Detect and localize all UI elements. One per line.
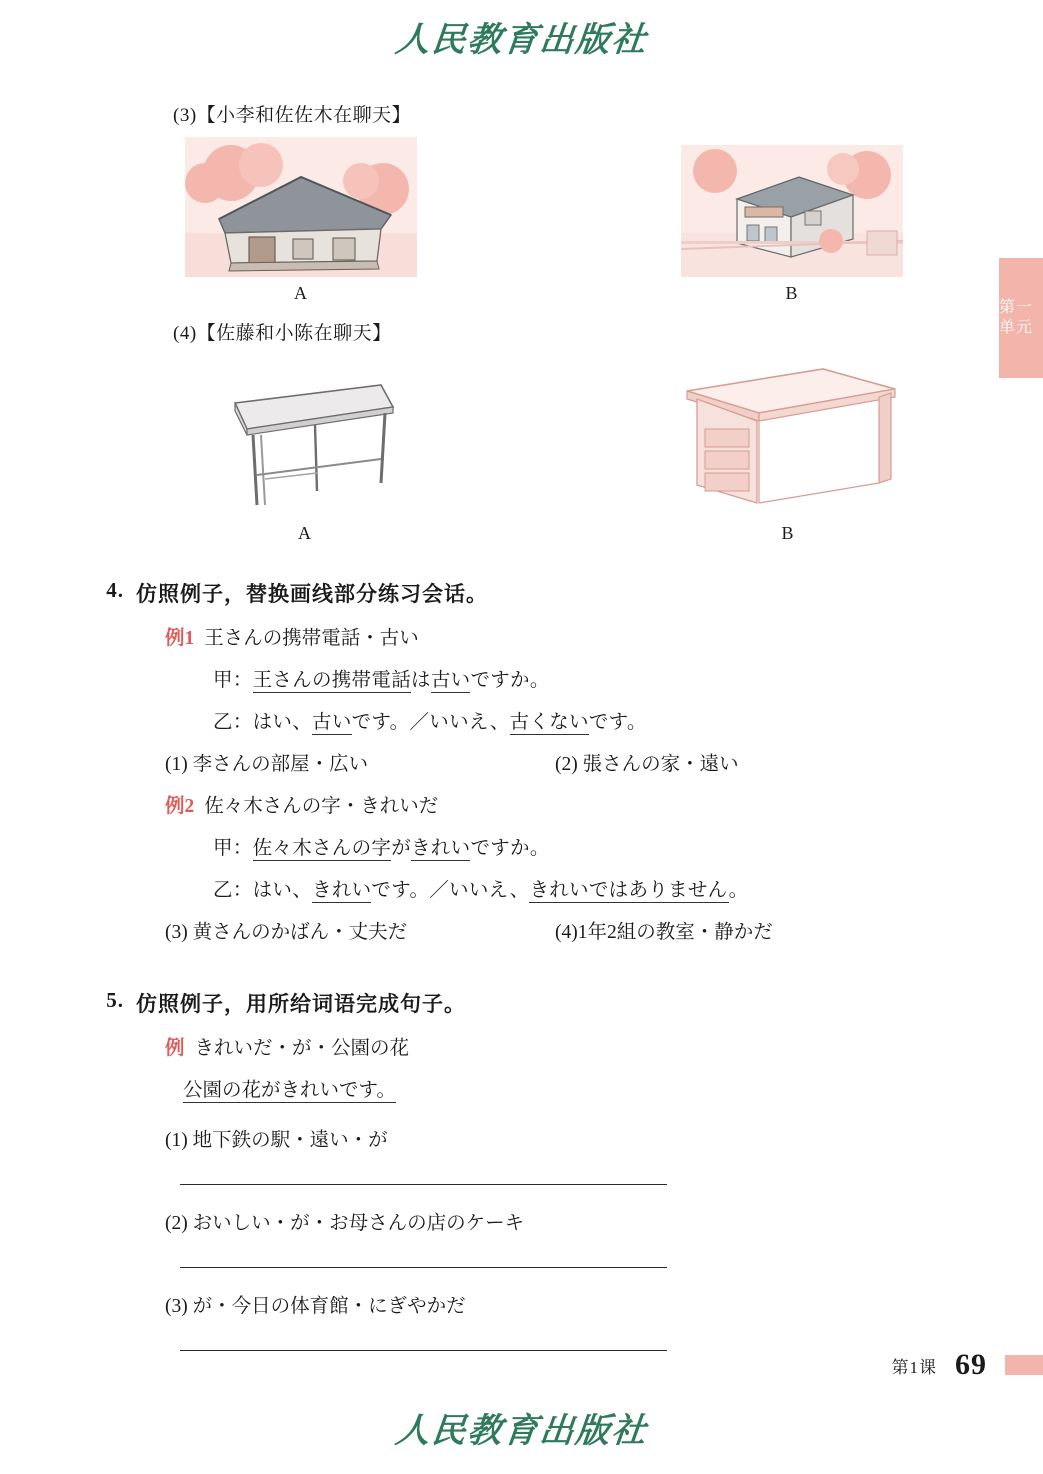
exercise-5-example-answer-row (183, 1074, 925, 1102)
dialog-2a-prefix: 甲： (213, 838, 253, 859)
exercise-5-answer-line-2[interactable] (180, 1267, 667, 1268)
exercise-5-answer-line-1[interactable] (180, 1184, 667, 1185)
dialog-1a-underline-1: 王さんの携帯電話 (252, 670, 412, 691)
page-footer (892, 1348, 1043, 1382)
exercise-5-example-answer: 公園の花がきれいです。 (183, 1080, 396, 1101)
item-4-option-a (195, 355, 415, 544)
dialog-2b-underline-2: きれいではありません (529, 880, 729, 901)
exercise-4-body (135, 622, 925, 944)
exercise-4-dialog-2b (213, 874, 925, 902)
exercise-5-title-text: 仿照例子，用所给词语完成句子。 (136, 992, 466, 1016)
item-3-label: (3)【小李和佐佐木在聊天】 (173, 105, 412, 126)
exercise-5-example (165, 1032, 925, 1060)
exercise-5-question-3: (3) が・今日の体育館・にぎやかだ (165, 1296, 466, 1317)
unit-side-tab (999, 258, 1043, 378)
dialog-1a-suffix: ですか。 (470, 670, 550, 691)
exercise-5-example-text: きれいだ・が・公園の花 (194, 1038, 410, 1059)
exercise-5-question-2: (2) おいしい・が・お母さんの店のケーキ (165, 1213, 525, 1234)
exercise-4-title-text: 仿照例子，替换画线部分练习会话。 (136, 582, 488, 606)
exercise-4-example-1 (165, 622, 925, 650)
exercise-4-number: 4. (106, 578, 124, 602)
exercise-5 (106, 988, 925, 1351)
footer-course-label: 第1课 (891, 1357, 937, 1377)
dialog-2a-suffix: ですか。 (470, 838, 550, 859)
item-4-images (135, 355, 925, 544)
exercise-4-question-2: (2) 張さんの家・遠い (555, 754, 739, 775)
example-1-text: 王さんの携帯電話・古い (204, 628, 419, 649)
item-3-caption-b: B (785, 283, 799, 303)
dialog-2a-mid: が (391, 838, 412, 859)
dialog-2a-underline-2: きれい (411, 838, 471, 859)
exercise-4 (106, 578, 925, 944)
item-4-caption-b: B (781, 523, 795, 543)
new-house-illustration (681, 145, 903, 277)
dialog-1a-prefix: 甲： (213, 670, 253, 691)
dialog-2b-mid: です。／いいえ、 (371, 880, 530, 901)
dialog-1a-underline-2: 古い (430, 670, 471, 691)
exercise-4-question-3: (3) 黄さんのかばん・丈夫だ (165, 922, 408, 943)
exercise-4-question-1: (1) 李さんの部屋・広い (165, 754, 369, 775)
publisher-logo-top (0, 12, 1043, 61)
exercise-4-dialog-1b (213, 706, 925, 734)
exercise-5-answer-line-3[interactable] (180, 1350, 667, 1351)
dialog-1b-underline-1: 古い (312, 712, 352, 733)
publisher-logo-bottom (0, 1403, 1043, 1452)
exercise-4-dialog-1a (213, 664, 925, 692)
exercise-5-number: 5. (106, 988, 124, 1012)
item-3-images (135, 137, 925, 304)
exercise-4-question-4: (4)1年2組の教室・静かだ (555, 922, 773, 943)
page-content (106, 100, 925, 1373)
dialog-1a-mid: は (411, 670, 431, 691)
dialog-2b-underline-1: きれい (312, 880, 372, 901)
dialog-1b-prefix: 乙：はい、 (213, 712, 313, 733)
item-4-label: (4)【佐藤和小陈在聊天】 (173, 323, 392, 344)
dialog-2b-suffix: 。 (728, 880, 749, 901)
exercise-5-question-1: (1) 地下鉄の駅・遠い・が (165, 1130, 388, 1151)
footer-accent-bar (1005, 1355, 1043, 1375)
item-4-caption-a: A (298, 523, 312, 543)
exercise-4-title (100, 578, 925, 608)
unit-side-tab-text: 第一单元 (999, 299, 1034, 336)
exercise-5-body (135, 1032, 925, 1351)
dialog-1b-suffix: です。 (588, 712, 647, 733)
example-2-text: 佐々木さんの字・きれいだ (204, 796, 439, 817)
dialog-2b-prefix: 乙：はい、 (213, 880, 313, 901)
exercise-5-example-tag: 例 (165, 1038, 185, 1059)
exercise-4-questions-1-2 (165, 748, 925, 776)
publisher-logo-top-text: 人民教育出版社 (393, 22, 650, 59)
item-3-option-a (185, 137, 417, 304)
item-3-option-b (681, 145, 903, 304)
exercise-4-dialog-2a (213, 832, 925, 860)
example-2-tag: 例2 (165, 796, 195, 817)
old-house-illustration (185, 137, 417, 277)
exercise-4-questions-3-4 (165, 916, 925, 944)
exercise-4-example-2 (165, 790, 925, 818)
publisher-logo-bottom-text: 人民教育出版社 (393, 1413, 650, 1450)
example-1-tag: 例1 (165, 628, 195, 649)
exercise-5-title (100, 988, 925, 1018)
plain-table-illustration (195, 355, 415, 517)
footer-page-number: 69 (955, 1348, 987, 1381)
dialog-1b-mid: です。／いいえ、 (351, 712, 510, 733)
item-4-option-b (673, 355, 903, 544)
dialog-1b-underline-2: 古くない (509, 712, 589, 733)
dialog-2a-underline-1: 佐々木さんの字 (252, 838, 392, 859)
item-3-caption-a: A (294, 283, 308, 303)
pink-desk-illustration (673, 355, 903, 517)
